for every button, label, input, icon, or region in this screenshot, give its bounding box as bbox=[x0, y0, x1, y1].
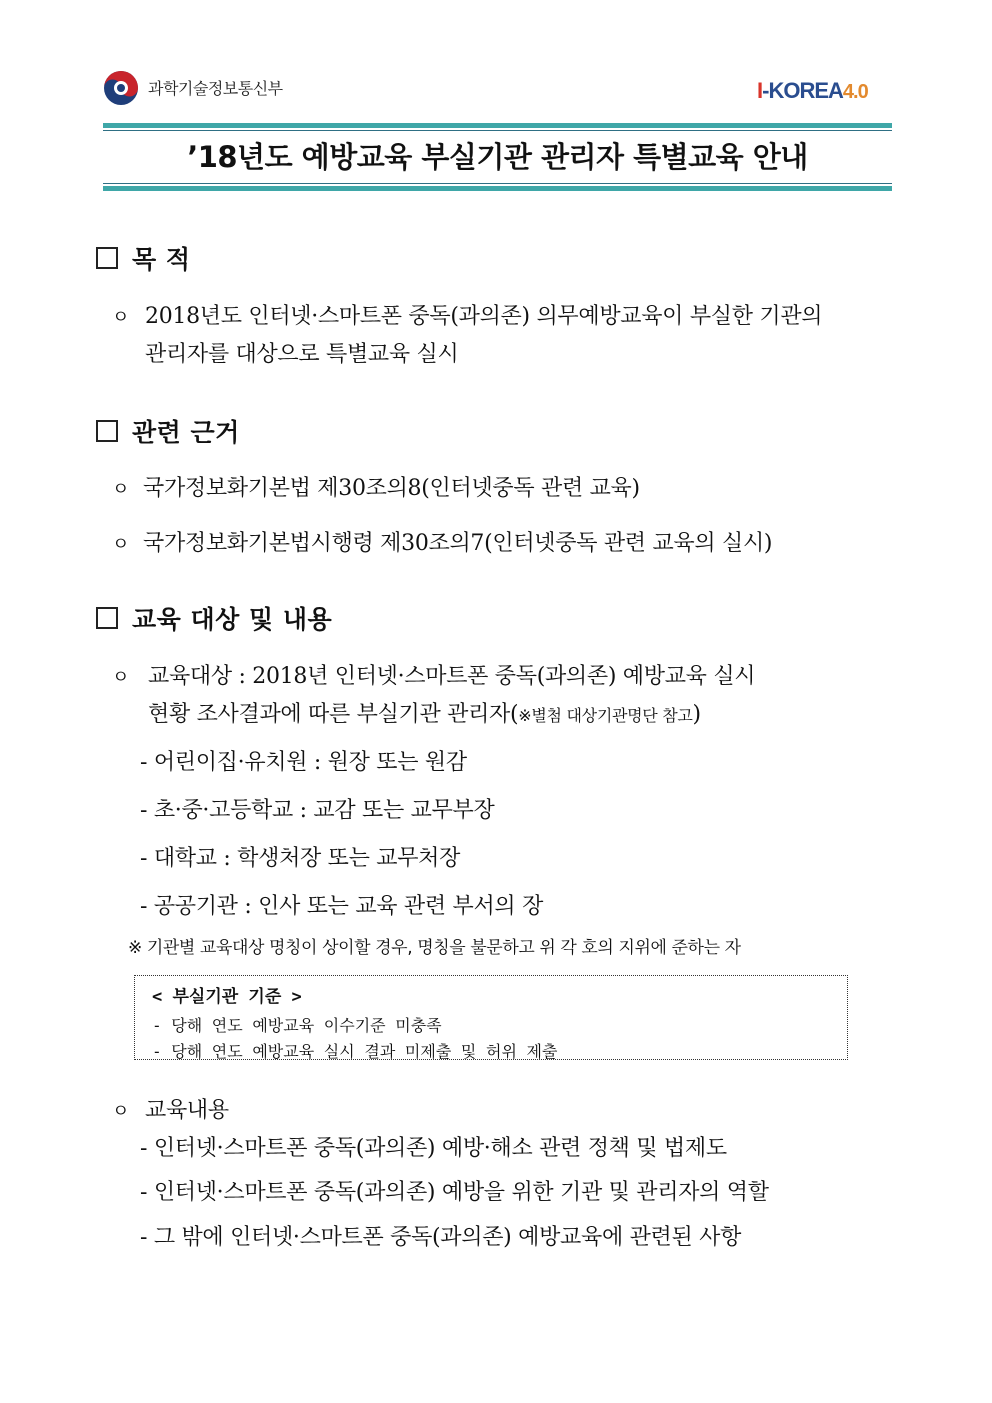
checkbox-square-icon bbox=[96, 420, 118, 442]
target-line-2: 현황 조사결과에 따른 부실기관 관리자(※별첨 대상기관명단 참고) bbox=[148, 702, 701, 727]
bullet-icon: ㅇ bbox=[112, 1101, 130, 1122]
bullet-icon: ㅇ bbox=[112, 479, 130, 500]
ministry-name: 과학기술정보통신부 bbox=[148, 79, 283, 98]
target-dash-item: - 공공기관 : 인사 또는 교육 관련 부서의 장 bbox=[140, 894, 544, 919]
content-label: 교육내용 bbox=[145, 1098, 229, 1123]
checkbox-square-icon bbox=[96, 607, 118, 629]
target-footnote: ※ 기관별 교육대상 명칭이 상이할 경우, 명칭을 불문하고 위 각 호의 지위에 준하는 자 bbox=[128, 938, 741, 958]
basis-item: 국가정보화기본법시행령 제30조의7(인터넷중독 관련 교육의 실시) bbox=[143, 531, 773, 556]
content-dash-item: - 인터넷·스마트폰 중독(과의존) 예방을 위한 기관 및 관리자의 역할 bbox=[140, 1180, 769, 1205]
target-dash-item: - 초·중·고등학교 : 교감 또는 교무부장 bbox=[140, 798, 495, 823]
ministry-emblem-icon bbox=[103, 70, 139, 106]
purpose-line-1: 2018년도 인터넷·스마트폰 중독(과의존) 의무예방교육이 부실한 기관의 bbox=[145, 304, 823, 329]
purpose-line-2: 관리자를 대상으로 특별교육 실시 bbox=[145, 342, 459, 367]
section-purpose-heading: 목 적 bbox=[96, 240, 191, 276]
target-line-1: 교육대상 : 2018년 인터넷·스마트폰 중독(과의존) 예방교육 실시 bbox=[148, 664, 756, 689]
section-basis-heading: 관련 근거 bbox=[96, 413, 240, 449]
criteria-item: - 당해 연도 예방교육 실시 결과 미제출 및 허위 제출 bbox=[152, 1042, 558, 1061]
checkbox-square-icon bbox=[96, 247, 118, 269]
bullet-icon: ㅇ bbox=[112, 534, 130, 555]
criteria-item: - 당해 연도 예방교육 이수기준 미충족 bbox=[152, 1016, 442, 1035]
target-dash-item: - 대학교 : 학생처장 또는 교무처장 bbox=[140, 846, 461, 871]
bullet-icon: ㅇ bbox=[112, 307, 130, 328]
section-target-heading: 교육 대상 및 내용 bbox=[96, 600, 332, 636]
content-dash-item: - 인터넷·스마트폰 중독(과의존) 예방·해소 관련 정책 및 법제도 bbox=[140, 1136, 727, 1161]
page-title: ’18년도 예방교육 부실기관 관리자 특별교육 안내 bbox=[187, 140, 808, 174]
title-rule-bottom bbox=[103, 186, 892, 191]
brand-i: I bbox=[757, 78, 763, 103]
criteria-title: < 부실기관 기준 > bbox=[152, 987, 302, 1007]
target-dash-item: - 어린이집·유치원 : 원장 또는 원감 bbox=[140, 750, 467, 775]
basis-item: 국가정보화기본법 제30조의8(인터넷중독 관련 교육) bbox=[143, 476, 640, 501]
bullet-icon: ㅇ bbox=[112, 667, 130, 688]
title-rule-bottom-thin bbox=[103, 183, 892, 184]
annex-note: ※별첨 대상기관명단 참고 bbox=[518, 706, 693, 725]
brand-version: 4.0 bbox=[842, 81, 868, 103]
brand-korea: -KOREA bbox=[762, 78, 843, 103]
i-korea-logo bbox=[757, 78, 868, 104]
title-rule-top-thin bbox=[103, 130, 892, 131]
content-dash-item: - 그 밖에 인터넷·스마트폰 중독(과의존) 예방교육에 관련된 사항 bbox=[140, 1225, 742, 1250]
title-rule-top bbox=[103, 123, 892, 128]
